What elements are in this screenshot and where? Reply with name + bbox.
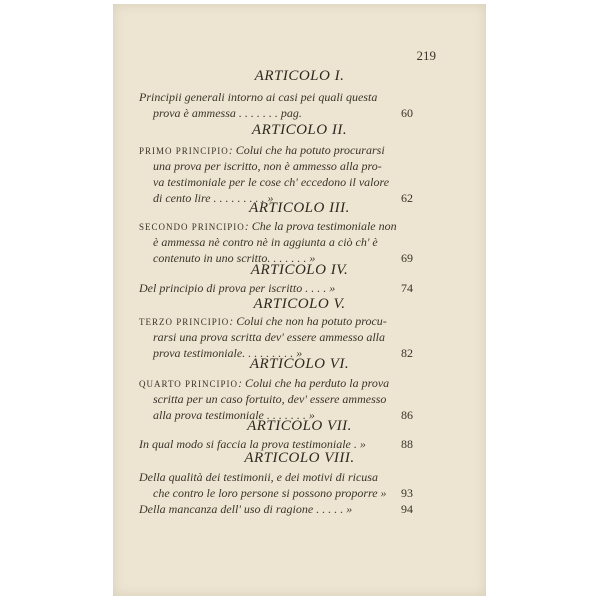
article-heading: ARTICOLO I. <box>254 68 345 84</box>
page-ref: 82 <box>401 346 413 360</box>
toc-line: Del principio di prova per iscritto . . . . » 74 <box>139 281 413 295</box>
toc-line: SECONDO PRINCIPIO: Che la prova testimoniale non <box>139 219 397 233</box>
article-heading: ARTICOLO VI. <box>249 356 350 372</box>
article-heading: ARTICOLO III. <box>249 200 350 216</box>
toc-line: che contro le loro persone si possono proporre » 93 <box>153 486 413 500</box>
toc-line: di cento lire . . . . . . . . . » 62 <box>153 191 413 205</box>
toc-line: prova testimoniale. . . . . . . . . » 82 <box>153 346 413 360</box>
page-ref: 93 <box>401 486 413 500</box>
book-page <box>113 4 486 596</box>
toc-line: Principii generali intorno ai casi pei quali questa <box>139 90 378 104</box>
page-ref: 69 <box>401 251 413 265</box>
toc-line: TERZO PRINCIPIO: Colui che non ha potuto procu- <box>139 314 387 328</box>
toc-line: contenuto in uno scritto. . . . . . . » 69 <box>153 251 413 265</box>
article-heading: ARTICOLO V. <box>253 296 346 312</box>
toc-line: rarsi una prova scritta dev' essere ammesso alla <box>153 330 385 344</box>
toc-line: In qual modo si faccia la prova testimoniale . » 88 <box>139 437 413 451</box>
article-heading: ARTICOLO II. <box>251 122 348 138</box>
toc-line: è ammessa nè contro nè in aggiunta a ciò ch' è <box>153 235 378 249</box>
toc-line: scritta per un caso fortuito, dev' essere ammesso <box>153 392 387 406</box>
toc-line: va testimoniale per le cose ch' eccedono il valore <box>153 175 390 189</box>
article-heading: ARTICOLO IV. <box>250 262 349 278</box>
toc-line: Della qualità dei testimonii, e dei motivi di ricusa <box>139 470 378 484</box>
page-ref: 86 <box>401 408 413 422</box>
page-number: 219 <box>416 48 436 63</box>
page-ref: 62 <box>401 191 413 205</box>
article-heading: ARTICOLO VII. <box>247 418 352 434</box>
article-heading: ARTICOLO VIII. <box>244 450 355 466</box>
toc-line: QUARTO PRINCIPIO: Colui che ha perduto la prova <box>139 376 390 390</box>
toc-line: Della mancanza dell' uso di ragione . . . . . » 94 <box>139 502 413 516</box>
toc-line: una prova per iscritto, non è ammesso alla pro- <box>153 159 382 173</box>
page-ref: 74 <box>401 281 413 295</box>
page-ref: 88 <box>401 437 413 451</box>
toc-line: PRIMO PRINCIPIO: Colui che ha potuto procurarsi <box>139 143 385 157</box>
toc-line: alla prova testimoniale . . . . . . . » 86 <box>153 408 413 422</box>
toc-line: prova è ammessa . . . . . . . pag. 60 <box>153 106 413 120</box>
page-ref: 60 <box>401 106 413 120</box>
page-ref: 94 <box>401 502 413 516</box>
